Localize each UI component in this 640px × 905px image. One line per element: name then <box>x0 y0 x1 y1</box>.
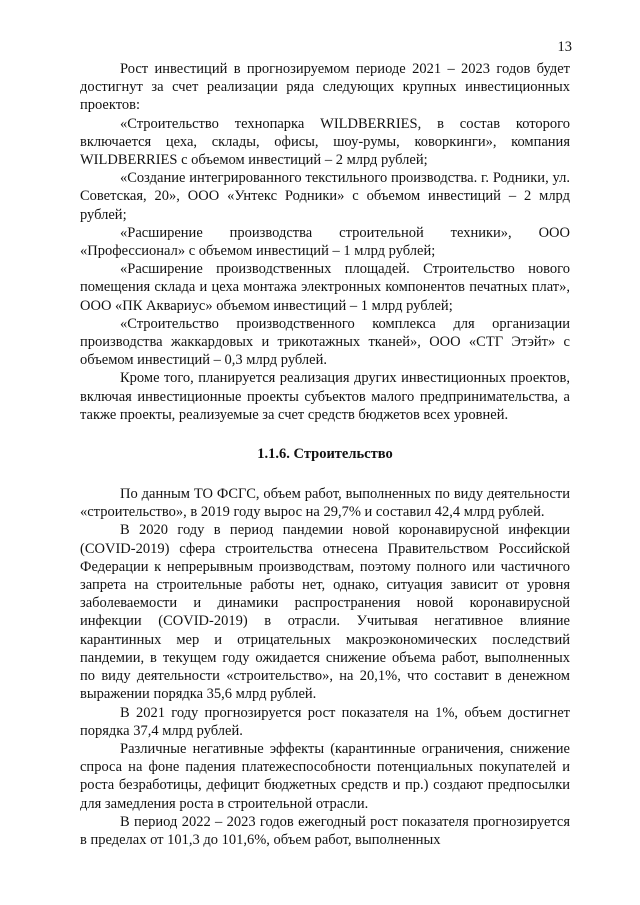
paragraph-negative-effects: Различные негативные эффекты (карантинные ограничения, снижение спроса на фоне падения платежеспособности потенциальных покупателей и роста безработицы, дефицит бюджетных средств и пр.) создают предпосылки для замедления роста в строительной отрасли. <box>80 740 570 812</box>
paragraph-other-projects: Кроме того, планируется реализация других инвестиционных проектов, включая инвестиционные проекты субъектов малого предпринимательства, а также проекты, реализуемые за счет средств бюджетов всех уровней. <box>80 370 570 423</box>
paragraph-project-untex: «Создание интегрированного текстильного производства. г. Родники, ул. Советская, 20», ООО «Унтекс Родники» с объемом инвестиций – 2 млрд рублей; <box>80 170 570 223</box>
paragraph-project-wildberries: «Строительство технопарка WILDBERRIES, в состав которого включается цеха, склады, офисы, шоу-румы, коворкинги», компания WILDBERRIES с объемом инвестиций – 2 млрд рублей; <box>80 115 570 169</box>
paragraph-construction-2021: В 2021 году прогнозируется рост показателя на 1%, объем достигнет порядка 37,4 млрд рублей. <box>80 704 570 739</box>
paragraph-project-professional: «Расширение производства строительной техники», ООО «Профессионал» с объемом инвестиций – 1 млрд рублей; <box>80 224 570 260</box>
paragraph-investment-intro: Рост инвестиций в прогнозируемом периоде 2021 – 2023 годов будет достигнут за счет реализации ряда следующих крупных инвестиционных проектов: <box>80 61 570 114</box>
paragraph-project-stg: «Строительство производственного комплекса для организации производства жаккардовых и трикотажных тканей», ООО «СТГ Этэйт» с объемом инвестиций – 0,3 млрд рублей. <box>80 315 570 369</box>
paragraph-project-akvarius: «Расширение производственных площадей. Строительство нового помещения склада и цеха монтажа электронных компонентов печатных плат», ООО «ПК Аквариус» объемом инвестиций – 1 млрд рублей; <box>80 261 570 314</box>
page-number: 13 <box>557 39 572 55</box>
document-body <box>80 60 570 849</box>
section-heading: 1.1.6. Строительство <box>257 446 393 463</box>
paragraph-construction-2020: В 2020 году в период пандемии новой коронавирусной инфекции (COVID-2019) сфера строительства отнесена Правительством Российской Федерации к непрерывным производствам, поэтому полного или частичного запрета на строительные работы нет, однако, ситуация зависит от уровня заболеваемости и динамики распространения новой коронавирусной инфекции (COVID-2019) в отрасли. Учитывая негативное влияние карантинных мер и отрицательных макроэкономических последствий пандемии, в текущем году ожидается снижение объема работ, выполненных по виду деятельности «строительство», на 20,1%, что составит в денежном выражении порядка 35,6 млрд рублей. <box>80 522 570 703</box>
paragraph-forecast-2022-2023: В период 2022 – 2023 годов ежегодный рост показателя прогнозируется в пределах от 101,3 до 101,6%, объем работ, выполненных <box>80 813 570 848</box>
paragraph-construction-2019: По данным ТО ФСГС, объем работ, выполненных по виду деятельности «строительство», в 2019 году вырос на 29,7% и составил 42,4 млрд рублей. <box>80 486 570 521</box>
